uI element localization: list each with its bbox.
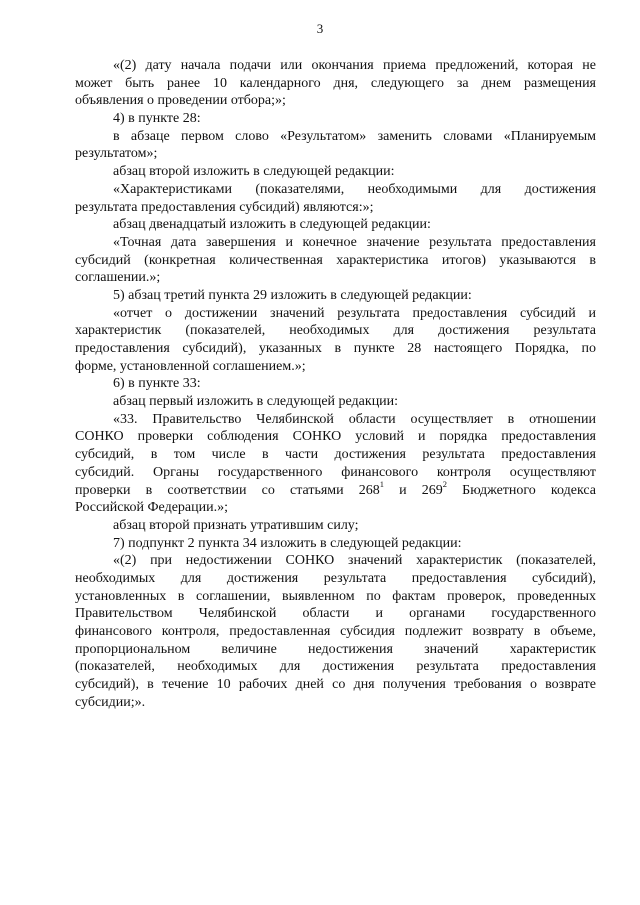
text-line: абзац второй признать утратившим силу;	[113, 517, 359, 533]
text-line: установленных в соглашении, выявленном по фактам проверок, проведенных	[75, 588, 596, 604]
footnote-superscript: 2	[442, 478, 448, 489]
text-line: может быть ранее 10 календарного дня, следующего за днем размещения	[75, 75, 596, 91]
document-body	[75, 57, 596, 711]
text-line: 5) абзац третий пункта 29 изложить в следующей редакции:	[113, 287, 472, 303]
text-line: абзац второй изложить в следующей редакции:	[113, 164, 395, 180]
text-line: субсидий (конкретная количественная характеристика итогов) указываются в	[75, 252, 596, 268]
text-line: Российской Федерации.»;	[75, 500, 229, 516]
text-line: результата предоставления субсидий) являются:»;	[75, 199, 374, 215]
text-line: Правительством Челябинской области и органами государственного	[75, 606, 596, 622]
text-line: субсидии;».	[75, 694, 146, 710]
text-line: «отчет о достижении значений результата предоставления субсидий и	[113, 305, 596, 321]
text-line: результатом»;	[75, 146, 158, 162]
text-line: субсидий, в том числе в части достижения результата предоставления	[75, 447, 596, 463]
text-fragment: и 269	[384, 482, 443, 498]
page-number: 3	[316, 21, 324, 36]
text-line: финансового контроля, предоставленная субсидия подлежит возврату в объеме,	[75, 624, 596, 639]
text-line: 7) подпункт 2 пункта 34 изложить в следующей редакции:	[113, 535, 462, 551]
text-line: абзац двенадцатый изложить в следующей редакции:	[113, 217, 431, 233]
text-line: абзац первый изложить в следующей редакции:	[113, 394, 399, 410]
text-line	[75, 478, 597, 500]
text-line: необходимых для достижения результата предоставления субсидий),	[75, 570, 596, 586]
text-line: субсидий), в течение 10 рабочих дней со дня получения требования о возврате	[75, 677, 596, 693]
text-line: 4) в пункте 28:	[113, 111, 201, 127]
text-line: субсидий. Органы государственного финансового контроля осуществляют	[75, 464, 596, 480]
text-line: «(2) при недостижении СОНКО значений характеристик (показателей,	[113, 553, 596, 569]
text-line: «33. Правительство Челябинской области осуществляет в отношении	[113, 411, 596, 427]
footnote-superscript: 1	[379, 478, 385, 489]
text-line: «Характеристиками (показателями, необходимыми для достижения	[113, 181, 596, 197]
text-line: пропорциональном величине недостижения значений характеристик	[75, 641, 596, 657]
text-line: «Точная дата завершения и конечное значение результата предоставления	[113, 234, 596, 250]
text-line: предоставления субсидий), указанных в пункте 28 настоящего Порядка, по	[75, 341, 596, 356]
text-line: «(2) дату начала подачи или окончания приема предложений, которая не	[113, 58, 596, 73]
text-line: форме, установленной соглашением.»;	[75, 358, 306, 374]
text-fragment: проверки в соответствии со статьями 268	[75, 482, 380, 498]
text-line: характеристик (показателей, необходимых для достижения результата	[75, 323, 596, 339]
text-line: 6) в пункте 33:	[113, 376, 201, 392]
text-line: объявления о проведении отбора;»;	[75, 93, 286, 109]
text-fragment: Бюджетного кодекса	[447, 482, 597, 498]
text-line: в абзаце первом слово «Результатом» заменить словами «Планируемым	[113, 128, 596, 144]
text-line: (показателей, необходимых для достижения результата предоставления	[75, 659, 596, 675]
text-line: соглашении.»;	[75, 270, 161, 286]
text-line: СОНКО проверки соблюдения СОНКО условий и порядка предоставления	[75, 429, 596, 445]
